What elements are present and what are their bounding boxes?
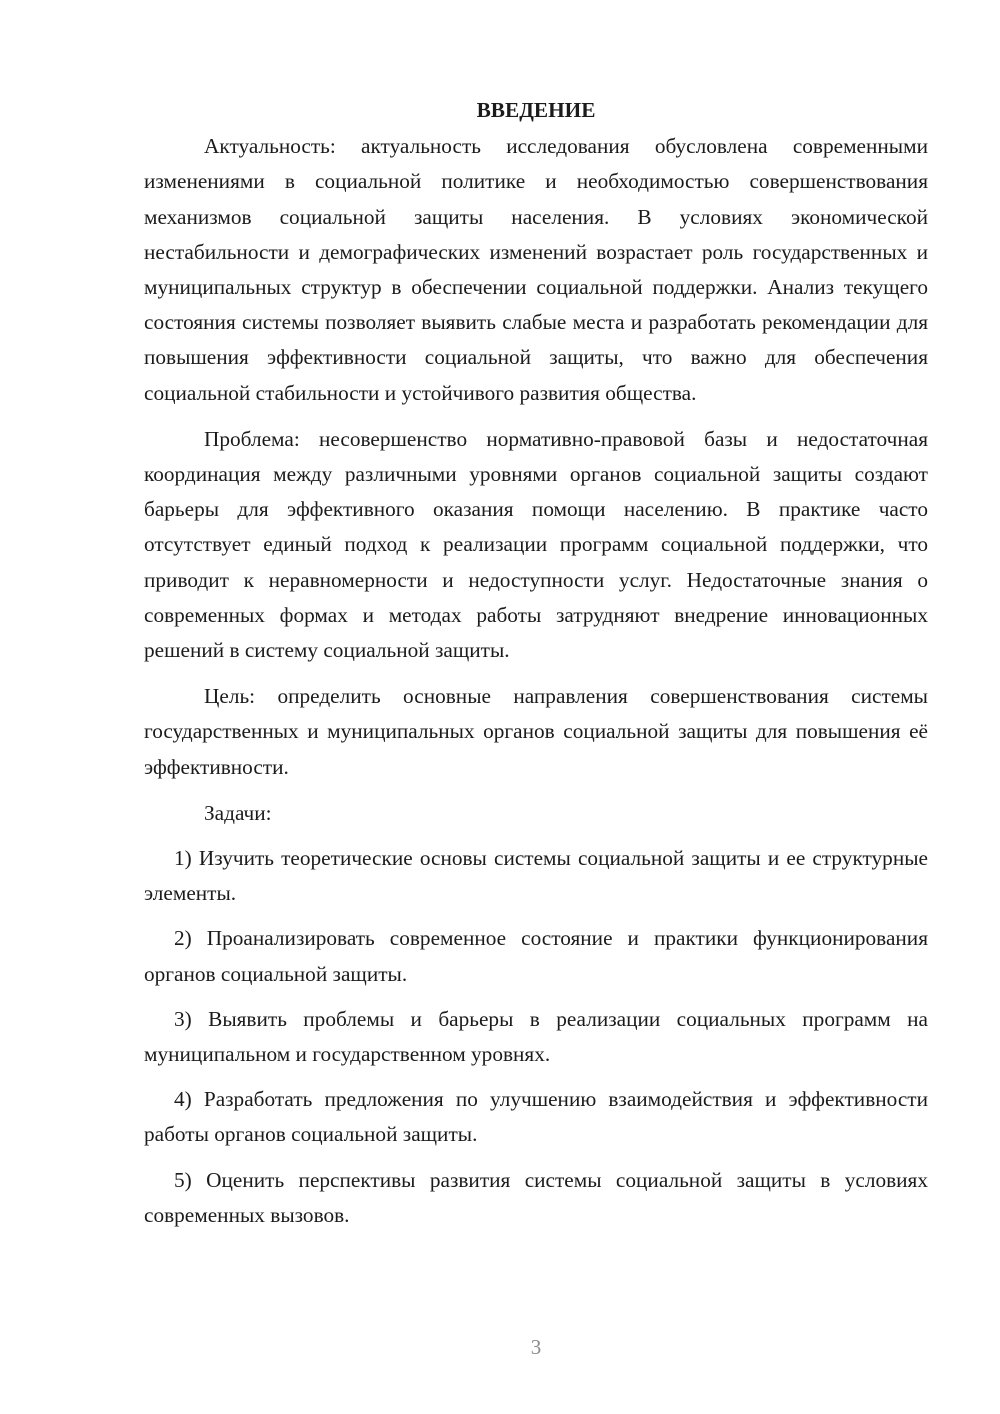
section-title: ВВЕДЕНИЕ: [476, 98, 596, 122]
task-item: 4) Разработать предложения по улучшению взаимодействия и эффективности работы органов социальной защиты.: [144, 1087, 928, 1147]
page-number: 3: [530, 1335, 542, 1359]
paragraph-relevance: Актуальность: актуальность исследования обусловлена современными изменениями в социальной политике и необходимостью совершенствования механизмов социальной защиты населения. В условиях экономической нестабильности и демографических изменений возрастает роль государственных и муниципальных структур в обеспечении социальной поддержки. Анализ текущего состояния системы позволяет выявить слабые места и разработать рекомендации для повышения эффективности социальной защиты, что важно для обеспечения социальной стабильности и устойчивого развития общества.: [144, 134, 928, 405]
task-item: 3) Выявить проблемы и барьеры в реализации социальных программ на муниципальном и государственном уровнях.: [144, 1006, 928, 1067]
task-item: 1) Изучить теоретические основы системы социальной защиты и ее структурные элементы.: [144, 846, 928, 906]
tasks-heading: Задачи:: [204, 800, 272, 825]
paragraph-goal: Цель: определить основные направления совершенствования системы государственных и муниципальных органов социальной защиты для повышения её эффективности.: [144, 684, 928, 779]
page-content: [144, 93, 928, 1243]
task-item: 2) Проанализировать современное состояние и практики функционирования органов социальной защиты.: [144, 926, 928, 986]
paragraph-problem: Проблема: несовершенство нормативно-правовой базы и недостаточная координация между различными уровнями органов социальной защиты создают барьеры для эффективного оказания помощи населению. В практике часто отсутствует единый подход к реализации программ социальной поддержки, что приводит к неравномерности и недоступности услуг. Недостаточные знания о современных формах и методах работы затрудняют внедрение инновационных решений в систему социальной защиты.: [144, 426, 928, 663]
task-item: 5) Оценить перспективы развития системы социальной защиты в условиях современных вызовов.: [144, 1167, 928, 1227]
